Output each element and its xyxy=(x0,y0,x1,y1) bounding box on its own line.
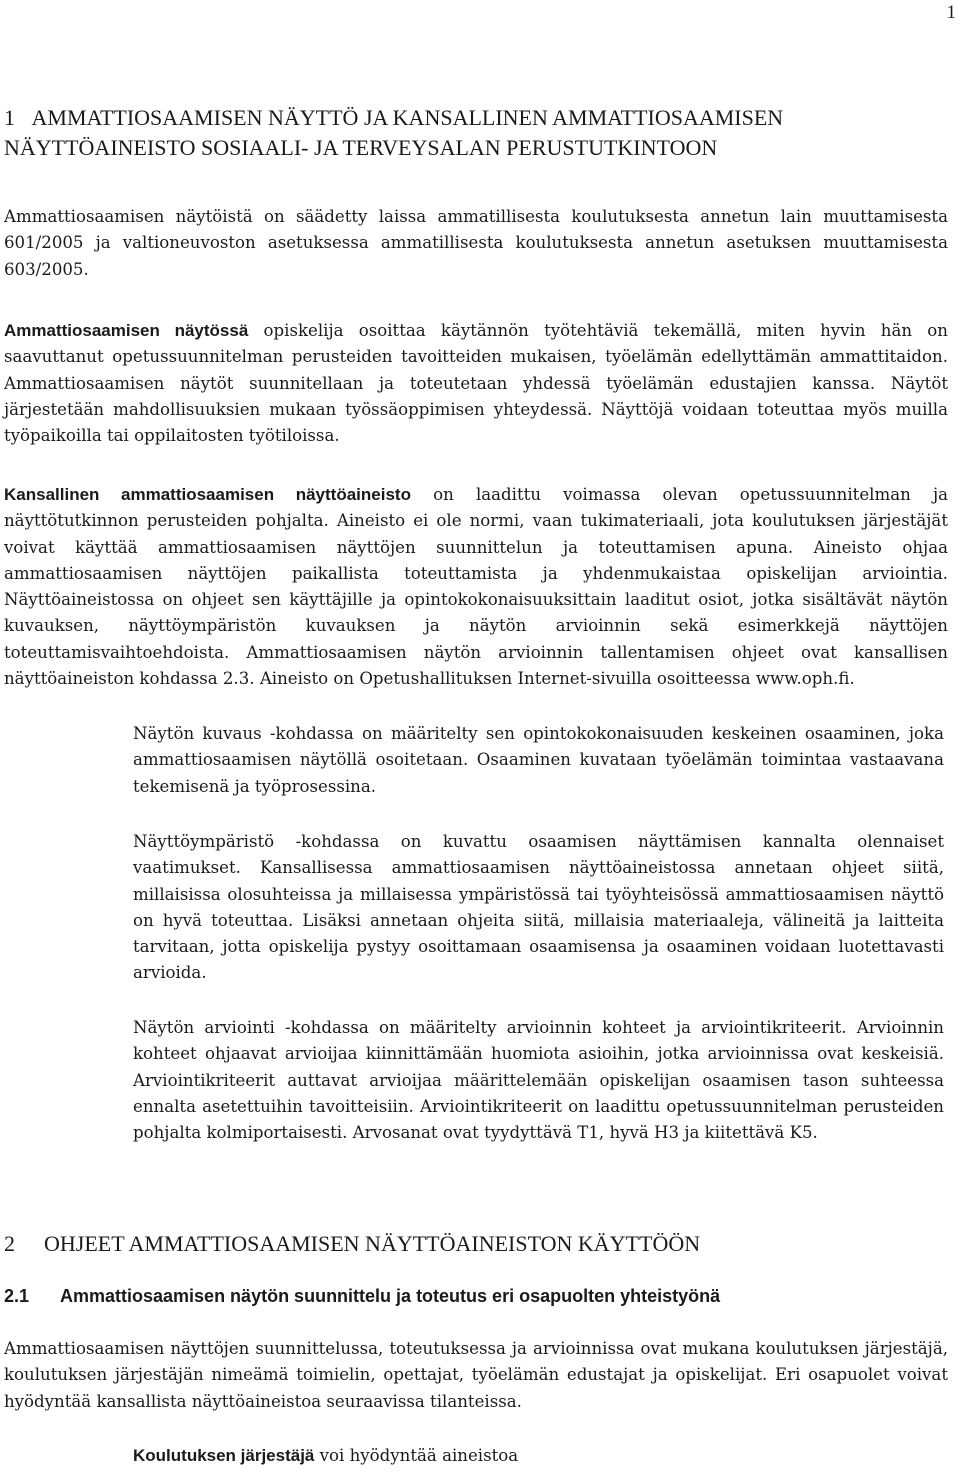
heading-2 xyxy=(4,1229,700,1259)
paragraph-jarjestaja xyxy=(133,1443,944,1469)
paragraph-aineisto xyxy=(4,482,948,692)
heading-1-title-line-2: NÄYTTÖAINEISTO SOSIAALI- JA TERVEYSALAN PERUSTUTKINTOON xyxy=(4,135,718,160)
paragraph-intro: Ammattiosaamisen näytöistä on säädetty laissa ammatillisesta koulutuksesta annetun lain muuttamisesta 601/2005 ja valtioneuvoston asetuksessa ammatillisesta koulutuksesta annetun asetuksen muuttamisesta 603/2005. xyxy=(4,207,948,279)
paragraph-kuvaus: Näytön kuvaus -kohdassa on määritelty sen opintokokonaisuuden keskeinen osaaminen, joka ammattiosaamisen näytöllä osoitetaan. Osaaminen kuvataan työelämän toimintaa vastaavana tekemisenä ja työprosessina. xyxy=(133,724,944,796)
paragraph-osapuolet: Ammattiosaamisen näyttöjen suunnittelussa, toteutuksessa ja arvioinnissa ovat mukana koulutuksen järjestäjä, koulutuksen järjestäjän nimeämä toimielin, opettajat, työelämän edustajat ja opiskelijat. Eri osapuolet voivat hyödyntää kansallista näyttöaineistoa seuraavissa tilanteissa. xyxy=(4,1339,948,1411)
paragraph-arviointi: Näytön arviointi -kohdassa on määritelty arvioinnin kohteet ja arviointikriteerit. Arvioinnin kohteet ohjaavat arvioijaa kiinnittämään huomiota asioihin, jotka arvioinnissa ovat keskeisiä. Arviointikriteerit auttavat arvioijaa määrittelemään opiskelijan osaamisen tason suhteessa ennalta asetettuihin tavoitteisiin. Arviointikriteerit on laadittu opetussuunnitelman perusteiden pohjalta kolmiportaisesti. Arvosanat ovat tyydyttävä T1, hyvä H3 ja kiitettävä K5. xyxy=(133,1018,944,1143)
heading-3-title: Ammattiosaamisen näytön suunnittelu ja toteutus eri osapuolten yhteistyönä xyxy=(60,1286,721,1306)
heading-3 xyxy=(4,1283,720,1309)
paragraph-naytto xyxy=(4,318,948,449)
heading-3-number: 2.1 xyxy=(4,1286,30,1306)
paragraph-naytto-lead: Ammattiosaamisen näytössä xyxy=(4,321,249,340)
paragraph-jarjestaja-lead: Koulutuksen järjestäjä xyxy=(133,1446,315,1465)
paragraph-naytto-text: opiskelija osoittaa käytännön työtehtäviä tekemällä, miten hyvin hän on saavuttanut opetussuunnitelman perusteiden tavoitteiden mukaisen, työelämän edellyttämän ammattitaidon. Ammattiosaamisen näytöt suunnitellaan ja toteutetaan yhdessä työelämän edustajien kanssa. Näytöt järjestetään mahdollisuuksien mukaan työssäoppimisen yhteydessä. Näyttöjä voidaan toteuttaa myös muilla työpaikoilla tai oppilaitosten työtiloissa. xyxy=(4,321,948,446)
heading-2-title: OHJEET AMMATTIOSAAMISEN NÄYTTÖAINEISTON KÄYTTÖÖN xyxy=(44,1231,701,1256)
page-number: 1 xyxy=(946,2,956,23)
heading-1-number: 1 xyxy=(4,105,15,130)
paragraph-aineisto-lead: Kansallinen ammattiosaamisen näyttöaineisto xyxy=(4,485,411,504)
paragraph-jarjestaja-text: voi hyödyntää aineistoa xyxy=(314,1446,519,1465)
paragraph-aineisto-text: on laadittu voimassa olevan opetussuunnitelman ja näyttötutkinnon perusteiden pohjalta. Aineisto ei ole normi, vaan tukimateriaali, jota koulutuksen järjestäjät voivat käyttää ammattiosaamisen näyttöjen suunnittelun ja toteuttamisen apuna. Aineisto ohjaa ammattiosaamisen näyttöjen paikallista toteuttamista ja yhdenmukaistaa opiskelijan arviointia. Näyttöaineistossa on ohjeet sen käyttäjille ja opintokokonaisuuksittain laaditut osiot, jotka sisältävät näytön kuvauksen, näyttöympäristön kuvauksen ja näytön arvioinnin sekä esimerkkejä näyttöjen toteuttamisvaihtoehdoista. Ammattiosaamisen näytön arvioinnin tallentamisen ohjeet ovat kansallisen näyttöaineiston kohdassa 2.3. Aineisto on Opetushallituksen Internet-sivuilla osoitteessa www.oph.fi. xyxy=(4,485,948,689)
heading-1-line-1 xyxy=(4,103,954,133)
heading-1-title-line-1: AMMATTIOSAAMISEN NÄYTTÖ JA KANSALLINEN AMMATTIOSAAMISEN xyxy=(31,105,784,130)
paragraph-ymparisto: Näyttöympäristö -kohdassa on kuvattu osaamisen näyttämisen kannalta olennaiset vaatimukset. Kansallisessa ammattiosaamisen näyttöaineistossa annetaan ohjeet siitä, millaisissa olosuhteissa ja millaisessa ympäristössä tai työyhteisössä ammattiosaamisen näyttö on hyvä toteuttaa. Lisäksi annetaan ohjeita siitä, millaisia materiaaleja, välineitä ja laitteita tarvitaan, jotta opiskelija pystyy osoittamaan osaamisensa ja osaaminen voidaan luotettavasti arvioida. xyxy=(133,832,944,983)
heading-1 xyxy=(4,103,954,163)
heading-2-number: 2 xyxy=(4,1231,15,1256)
